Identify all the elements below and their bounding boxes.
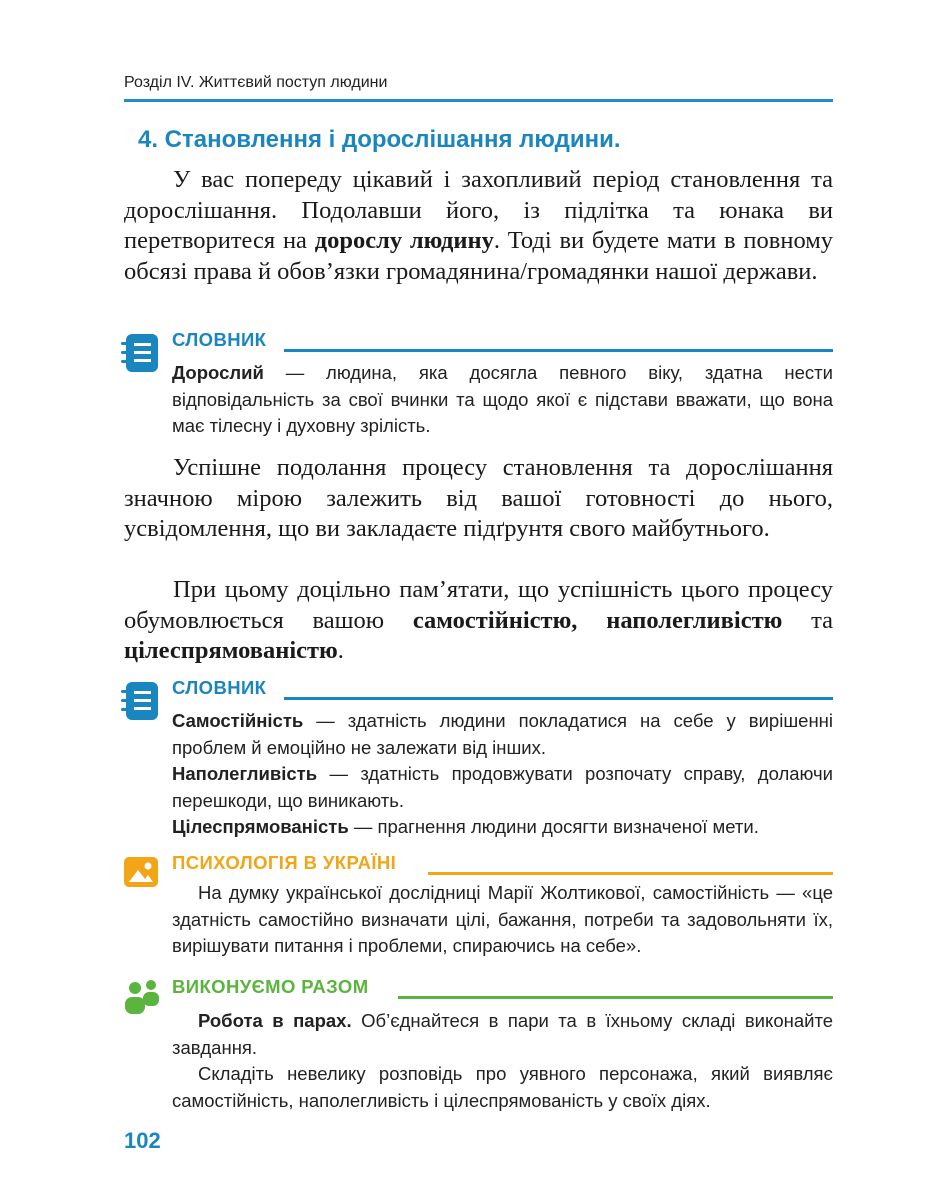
page-number: 102 [124,1128,161,1153]
vocab-entry-adult [172,360,833,440]
image-icon [124,857,158,887]
vocab-entry-purposefulness [172,814,833,841]
psychology-header [172,852,833,878]
together-task-title: Робота в парах. [198,1010,352,1031]
paragraph-success: Успішне подолання процесу становлення та дорослішання значною мірою залежить від вашої готовності до нього, усвідомлення, що ви закладаєте підґрунтя свого майбутнього. [124,454,833,542]
vocab-entry-independence [172,708,833,761]
vocab-header-1 [172,329,833,355]
vocab-definition: — людина, яка досягла певного віку, здатна нести відповідальність за свої вчинки та щодо якої є підстави вважати, що вона має тілесну і духовну зрілість. [172,362,833,436]
header-rule [124,99,833,102]
paragraph-qualities [124,575,833,667]
vocab-label: СЛОВНИК [172,329,267,350]
together-header [172,976,833,1002]
notebook-icon [121,682,158,720]
vocab-definition: — здатність людини покладатися на себе у вирішенні проблем й емоційно не залежати від інших. [172,710,833,758]
together-rule [398,996,833,999]
people-icon [124,979,160,1015]
paragraph-qualities-text-a: При цьому доцільно пам’ятати, що успішність цього процесу обумовлюється вашою [124,576,833,634]
vocab-header-2 [172,677,833,703]
psychology-rule [428,872,833,875]
vocab-definition: — здатність продовжувати розпочату справу, долаючи перешкоди, що виникають. [172,763,833,811]
vocab-label: СЛОВНИК [172,677,267,698]
together-task-text: Об’єднайтеся в пари та в їхньому складі виконайте завдання. [172,1010,833,1058]
paragraph-qualities-text-b: та [782,606,833,634]
vocab-rule [284,349,833,352]
paragraph-qualities-text-c: . [337,637,344,664]
paragraph-intro-text-a: У вас попереду цікавий і захопливий період становлення та дорослішання. Подолавши його, із підлітка та юнака ви перетворитеся на [124,166,833,254]
vocab-rule [284,697,833,700]
term-adult-person: дорослу людину [314,227,494,254]
vocab-term: Наполегливість [172,763,318,784]
running-head: Розділ IV. Життєвий поступ людини [124,74,388,91]
term-independence-persistence: самостійністю, наполегливістю [412,606,783,634]
paragraph-intro-text-b: . Тоді ви будете мати в повному обсязі права й обов’язки громадянина/громадянки нашої держави. [124,227,833,285]
vocab-term: Дорослий [172,362,264,383]
vocab-term: Самостійність [172,710,304,731]
paragraph-intro [124,165,833,287]
psychology-text: На думку української дослідниці Марії Жолтикової, самостійність — «це здатність самостійно визначати цілі, бажання, потреби та задовольняти їх, вирішувати питання і проблеми, спираючись на себе». [172,882,833,956]
together-label: ВИКОНУЄМО РАЗОМ [172,976,369,997]
section-title: 4. Становлення і дорослішання людини. [138,126,621,153]
vocab-definition: — прагнення людини досягти визначеної мети. [348,816,759,837]
together-task-details: Складіть невелику розповідь про уявного персонажа, який виявляє самостійність, наполегливість і цілеспрямованість у своїх діях. [172,1063,833,1111]
notebook-icon [121,334,158,372]
psychology-label: ПСИХОЛОГІЯ В УКРАЇНІ [172,852,397,873]
together-task [172,1008,833,1061]
vocab-entry-persistence [172,761,833,814]
vocab-term: Цілеспрямованість [172,816,349,837]
term-purposefulness: цілеспрямованістю [124,637,338,664]
